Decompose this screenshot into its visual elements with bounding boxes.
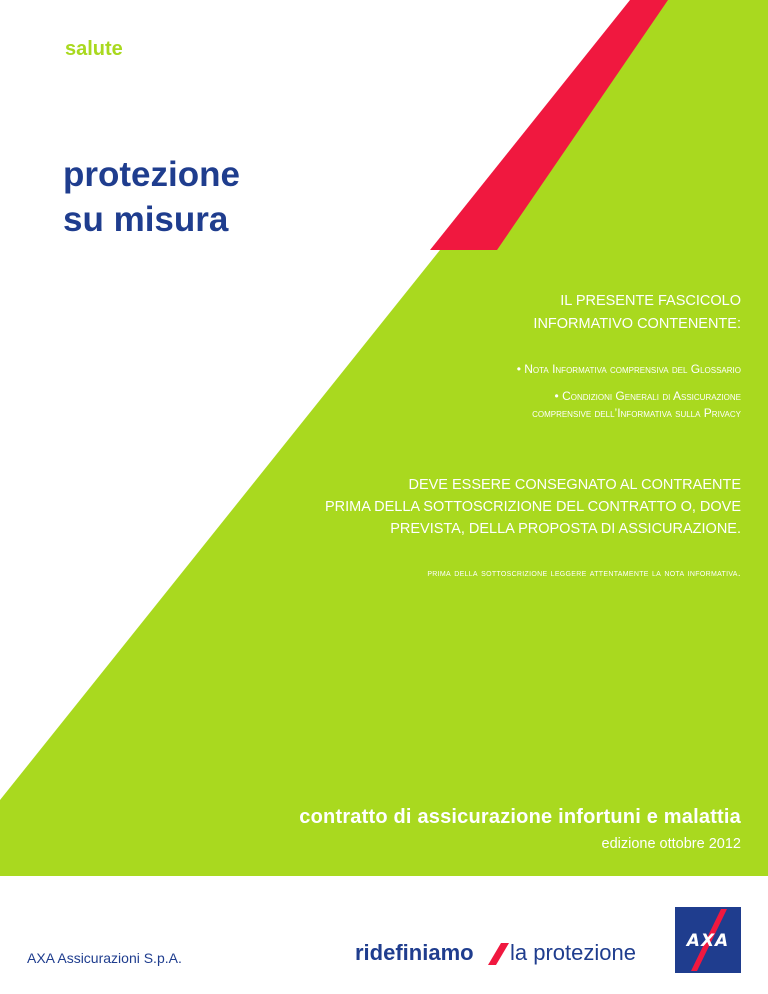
contract-title: contratto di assicurazione infortuni e malattia [299, 806, 741, 828]
red-slash-icon [487, 941, 511, 967]
cover-title [63, 152, 240, 242]
info-bullet-2-line-2: comprensive dell’Informativa sulla Privacy [532, 406, 741, 420]
slogan-light: la protezione [510, 940, 636, 965]
slogan-bold: ridefiniamo [355, 940, 474, 965]
notice-line-2: PRIMA DELLA SOTTOSCRIZIONE DEL CONTRATTO O, DOVE [324, 499, 741, 515]
reading-advice: prima della sottoscrizione leggere attentamente la nota informativa. [427, 567, 741, 579]
info-heading-line-2: INFORMATIVO CONTENENTE: [533, 316, 741, 332]
info-heading-line-1: IL PRESENTE FASCICOLO [560, 293, 741, 309]
info-bullet-2-line-1: • Condizioni Generali di Assicurazione [554, 389, 741, 403]
notice-line-3: PREVISTA, DELLA PROPOSTA DI ASSICURAZIONE. [390, 521, 741, 537]
notice-line-1: DEVE ESSERE CONSEGNATO AL CONTRAENTE [408, 477, 741, 493]
axa-logo [675, 907, 741, 973]
category-label: salute [65, 38, 123, 60]
edition-label: edizione ottobre 2012 [601, 836, 741, 852]
title-line-1: protezione [63, 155, 240, 194]
delivery-notice [325, 474, 741, 540]
info-heading [533, 290, 741, 336]
info-bullet-2 [532, 388, 741, 422]
info-bullet-1: • Nota Informativa comprensiva del Glossario [516, 362, 741, 376]
company-name: AXA Assicurazioni S.p.A. [27, 950, 182, 966]
logo-text: AXA [686, 931, 730, 951]
title-line-2: su misura [63, 200, 229, 239]
